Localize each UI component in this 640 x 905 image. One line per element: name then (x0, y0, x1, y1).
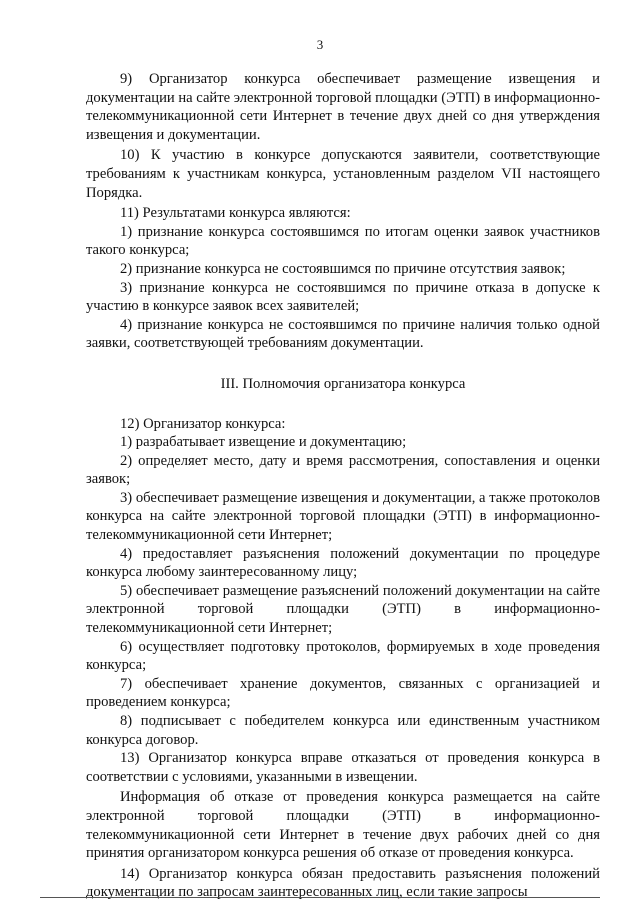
paragraph-11-item-3: 3) признание конкурса не состоявшимся по причине отказа в допуске к участию в конкурсе заявок всех заявителей; (86, 279, 600, 315)
paragraph-11: 11) Результатами конкурса являются: (120, 205, 351, 222)
paragraph-12: 12) Организатор конкурса: (120, 415, 286, 432)
document-body (86, 70, 600, 902)
paragraph-11-item-2: 2) признание конкурса не состоявшимся по причине отсутствия заявок; (120, 260, 566, 277)
bottom-rule (40, 897, 600, 898)
paragraph-13: 13) Организатор конкурса вправе отказаться от проведения конкурса в соответствии с условиями, указанными в извещении. (86, 750, 600, 785)
paragraph-12-item-2: 2) определяет место, дату и время рассмотрения, сопоставления и оценки заявок; (86, 452, 600, 488)
paragraph-12-item-5: 5) обеспечивает размещение разъяснений положений документации на сайте электронной торговой площадки (ЭТП) в информационно-телекоммуникационной сети Интернет; (86, 582, 600, 637)
paragraph-11-item-4: 4) признание конкурса не состоявшимся по причине наличия только одной заявки, соответствующей требованиям документации. (86, 316, 600, 352)
paragraph-12-item-6: 6) осуществляет подготовку протоколов, формируемых в ходе проведения конкурса; (86, 638, 600, 674)
paragraph-11-item-1: 1) признание конкурса состоявшимся по итогам оценки заявок участников такого конкурса; (86, 223, 600, 259)
section-heading: III. Полномочия организатора конкурса (220, 375, 466, 392)
page-number: 3 (316, 37, 324, 52)
paragraph-13-info: Информация об отказе от проведения конкурса размещается на сайте электронной торговой площадки (ЭТП) в информационно-телекоммуникационной сети Интернет в течение двух рабочих дней со дня принятия организатором конкурса решения об отказе от проведения конкурса. (86, 789, 600, 862)
paragraph-12-item-8: 8) подписывает с победителем конкурса или единственным участником конкурса договор. (86, 713, 600, 748)
paragraph-10: 10) К участию в конкурсе допускаются заявители, соответствующие требованиям к участникам конкурса, установленным разделом VII настоящего Порядка. (86, 147, 600, 201)
paragraph-12-item-4: 4) предоставляет разъяснения положений документации по процедуре конкурса любому заинтересованному лицу; (86, 545, 600, 581)
paragraph-12-item-7: 7) обеспечивает хранение документов, связанных с организацией и проведением конкурса; (86, 675, 600, 711)
paragraph-12-item-3: 3) обеспечивает размещение извещения и документации, а также протоколов конкурса на сайте электронной торговой площадки (ЭТП) в информационно-телекоммуникационной сети Интернет; (86, 489, 600, 544)
paragraph-12-item-1: 1) разрабатывает извещение и документацию; (120, 434, 407, 451)
paragraph-14: 14) Организатор конкурса обязан предоставить разъяснения положений документации по запросам заинтересованных лиц, если такие запросы (86, 865, 600, 901)
paragraph-9: 9) Организатор конкурса обеспечивает размещение извещения и документации на сайте электронной торговой площадки (ЭТП) в информационно-телекоммуникационной сети Интернет в течение двух дней со дня утверждения извещения и документации. (86, 71, 600, 143)
